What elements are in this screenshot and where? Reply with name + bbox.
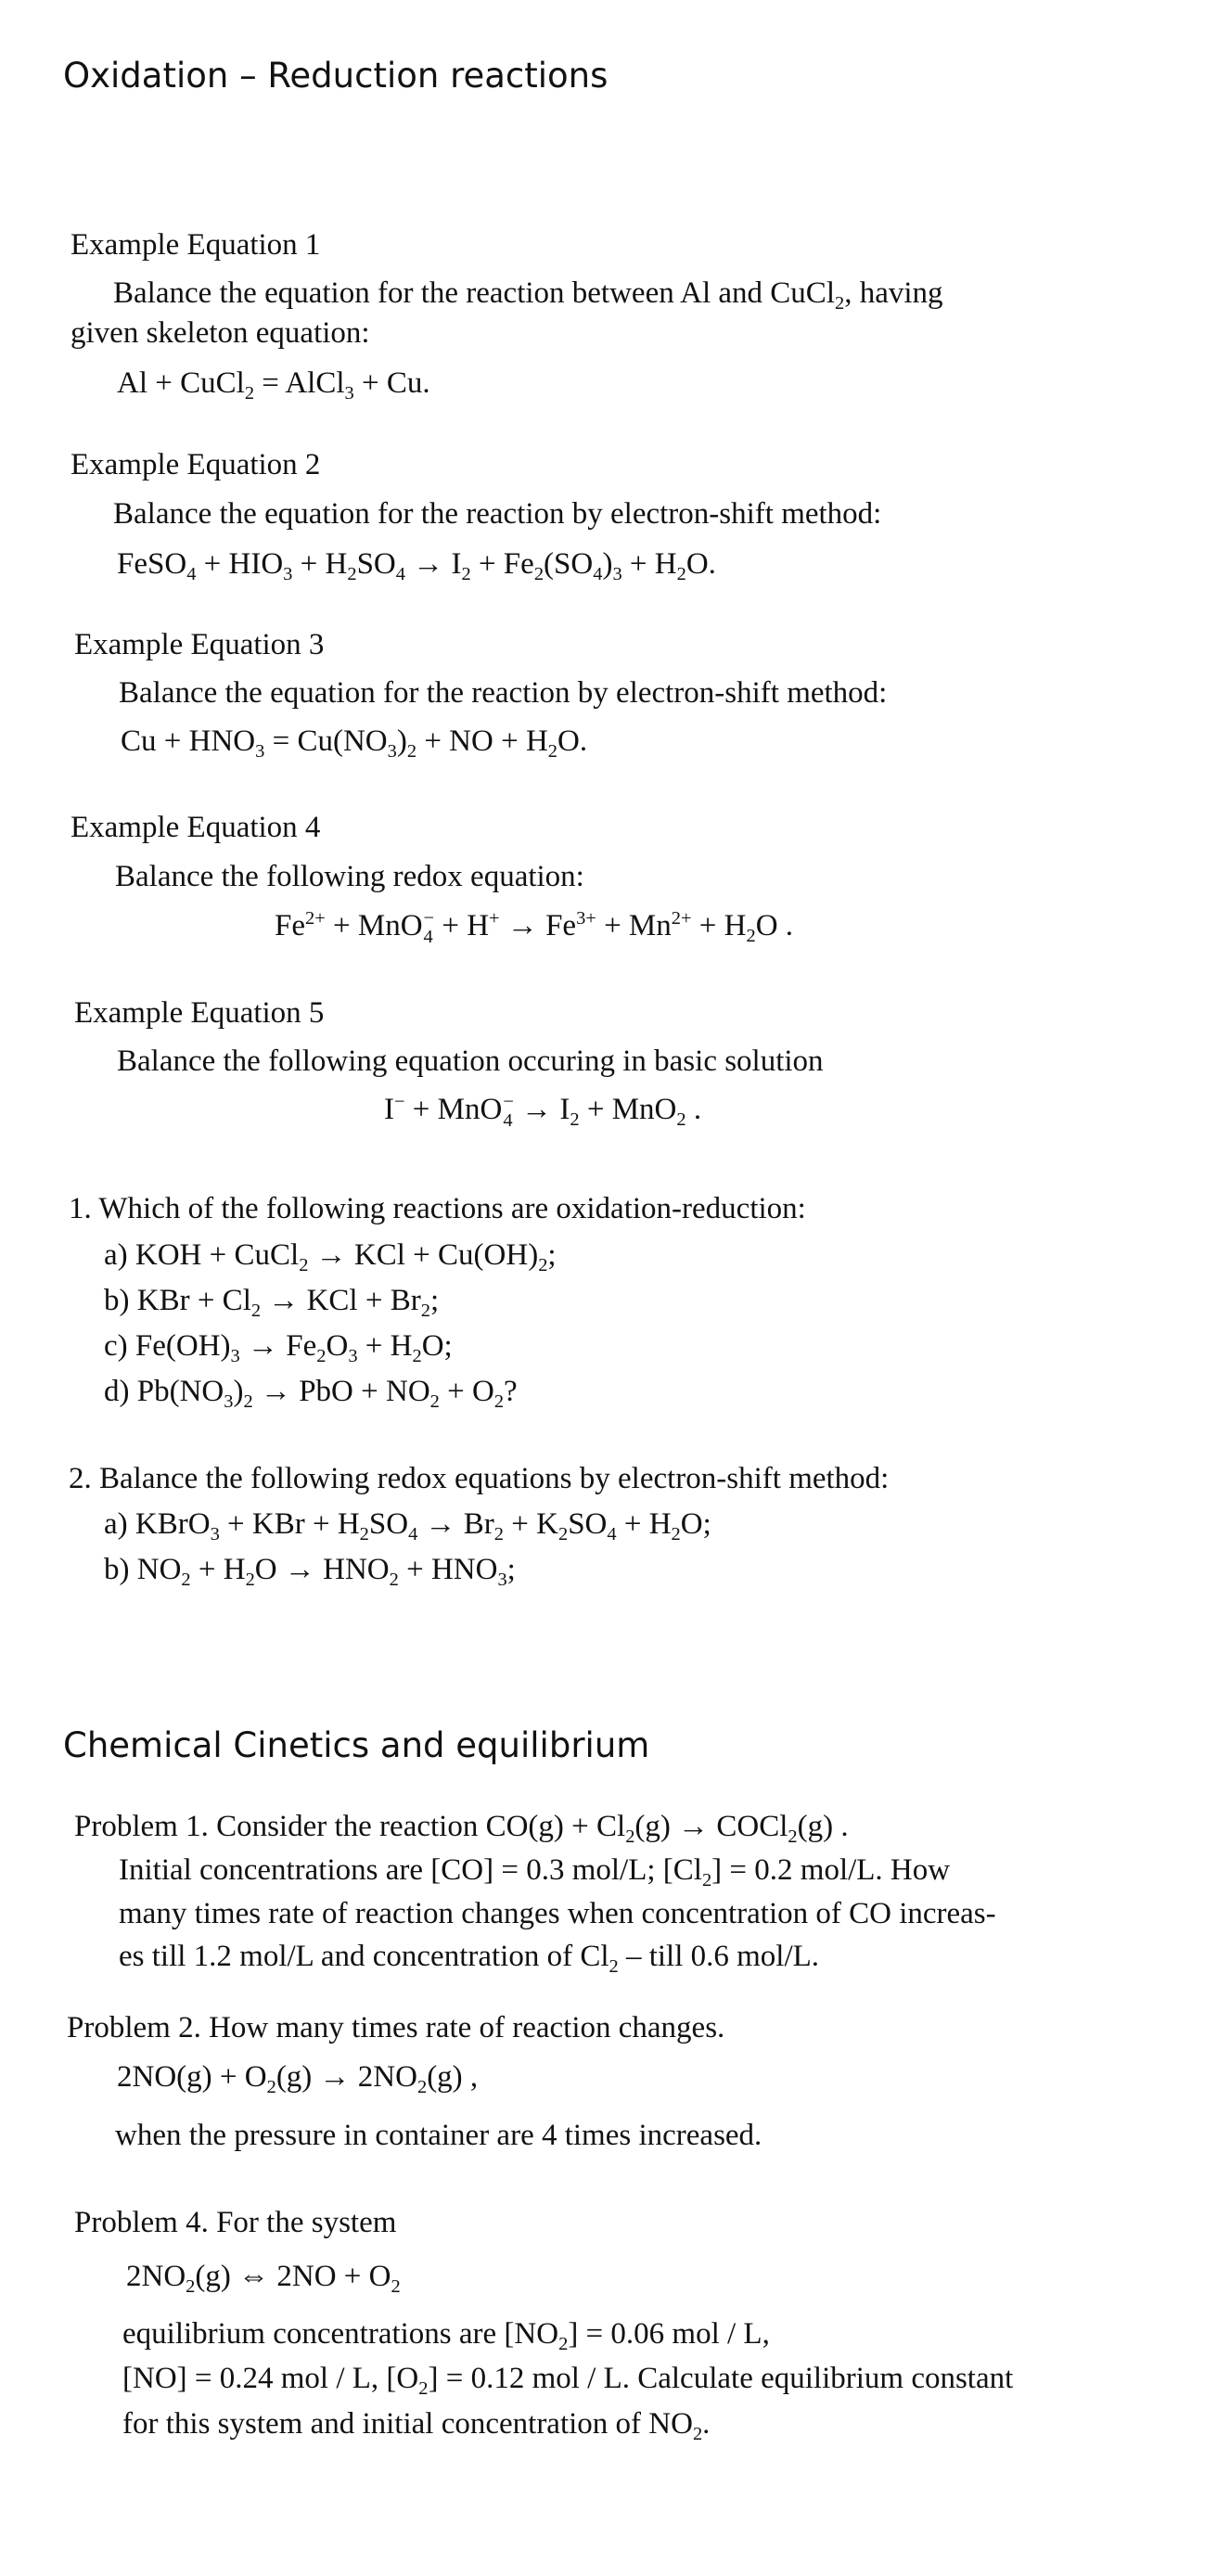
question-2-stem: 2. Balance the following redox equations by electron-shift method: <box>69 1462 890 1495</box>
example-5-title: Example Equation 5 <box>74 996 325 1030</box>
problem-1-line3: many times rate of reaction changes when concentration of CO increas- <box>119 1897 996 1930</box>
example-3-text: Balance the equation for the reaction by electron-shift method: <box>119 676 888 710</box>
example-3-equation: $Cu + HNO_3 = Cu(NO_3)_2$ + NO + $H_2O$. <box>121 724 588 763</box>
problem-2-label: Problem 2. <box>67 2011 201 2044</box>
question-2-option-b: b) $NO_2 + H_2O \to HNO_2 + HNO_3$; <box>104 1553 516 1591</box>
example-1-title: Example Equation 1 <box>70 228 321 262</box>
problem-4-label: Problem 4. <box>74 2206 209 2239</box>
problem-4-line5: for this system and initial concentration of $NO_2$. <box>122 2407 711 2445</box>
problem-1-label: Problem 1. <box>74 1810 209 1843</box>
example-4-text: Balance the following redox equation: <box>115 860 584 893</box>
problem-4-line1: Problem 4. For the system <box>74 2206 397 2239</box>
example-2-title: Example Equation 2 <box>70 448 321 481</box>
problem-4-line4: [NO] = 0.24 mol / L, $[O_2] = 0.12$ mol / L. Calculate equilibrium constant <box>122 2362 1014 2400</box>
example-2-text: Balance the equation for the reaction by electron-shift method: <box>113 497 882 531</box>
question-1-stem: 1. Which of the following reactions are oxidation-reduction: <box>69 1192 806 1225</box>
example-4-title: Example Equation 4 <box>70 811 321 844</box>
question-2-option-a: a) KBrO$_3$ + KBr + $H_2SO_4 \to Br_2 + K_2SO_4 + H_2O$; <box>104 1507 711 1545</box>
example-1-text-line2: given skeleton equation: <box>70 316 370 350</box>
problem-1-line1: Problem 1. Consider the reaction $CO(g) + Cl_2(g)$ → COCl$_2$(g) . <box>74 1810 849 1848</box>
section-title-kinetics: Chemical Cinetics and equilibrium <box>63 1725 650 1765</box>
problem-4-line3: equilibrium concentrations are $[NO_2] = 0.06$ mol / L, <box>122 2317 770 2355</box>
question-1-option-b: b) KBr + $Cl_2$ → KCl + $Br_2$; <box>104 1284 440 1322</box>
problem-2-line3: when the pressure in container are 4 times increased. <box>115 2119 762 2152</box>
problem-2-equation: $2NO(g) + O_2(g) \to 2NO_2(g)$ , <box>117 2060 479 2098</box>
problem-1-line2: Initial concentrations are [CO] = 0.3 mol/L; $[Cl_2] = 0.2$ mol/L. How <box>119 1853 951 1891</box>
section-title-redox: Oxidation – Reduction reactions <box>63 56 609 96</box>
question-1-option-a: a) KOH + CuCl$_2$ → KCl + $Cu(OH)_2$; <box>104 1238 557 1276</box>
problem-2-line1: Problem 2. How many times rate of reaction changes. <box>67 2011 725 2044</box>
example-1-text-part: Balance the equation for the reaction between Al and CuCl$_2$, having <box>113 276 943 314</box>
problem-4-equation: $2NO_2(g)$ ⇔ $2NO + O_2$ <box>126 2260 401 2298</box>
example-3-title: Example Equation 3 <box>74 628 325 661</box>
example-4-equation: $Fe^{2+}$ + MnO − 4 + $H^+ \to Fe^{3+} + Mn^{2+} + H_2O$ . <box>275 907 794 948</box>
example-1-text-line1 <box>113 276 1020 314</box>
example-1-equation: Al + CuCl$_2$ = AlCl$_3$ + Cu. <box>117 366 430 404</box>
example-2-equation: FeSO$_4$ + $HIO_3 + H_2SO_4 \to I_2 + Fe_2(SO_4)_3 + H_2O$. <box>117 547 716 585</box>
problem-1-line4: es till 1.2 mol/L and concentration of $Cl_2$ – till 0.6 mol/L. <box>119 1940 820 1978</box>
example-5-text: Balance the following equation occuring in basic solution <box>117 1044 824 1078</box>
question-1-option-d: d) $Pb(NO_3)_2$ → PbO + $NO_2 + O_2$? <box>104 1375 518 1413</box>
example-5-equation: I− + MnO − 4 → $I_2 + MnO_2$ . <box>384 1091 702 1132</box>
question-1-option-c: c) $Fe(OH)_3 \to Fe_2O_3 + H_2O$; <box>104 1329 453 1367</box>
